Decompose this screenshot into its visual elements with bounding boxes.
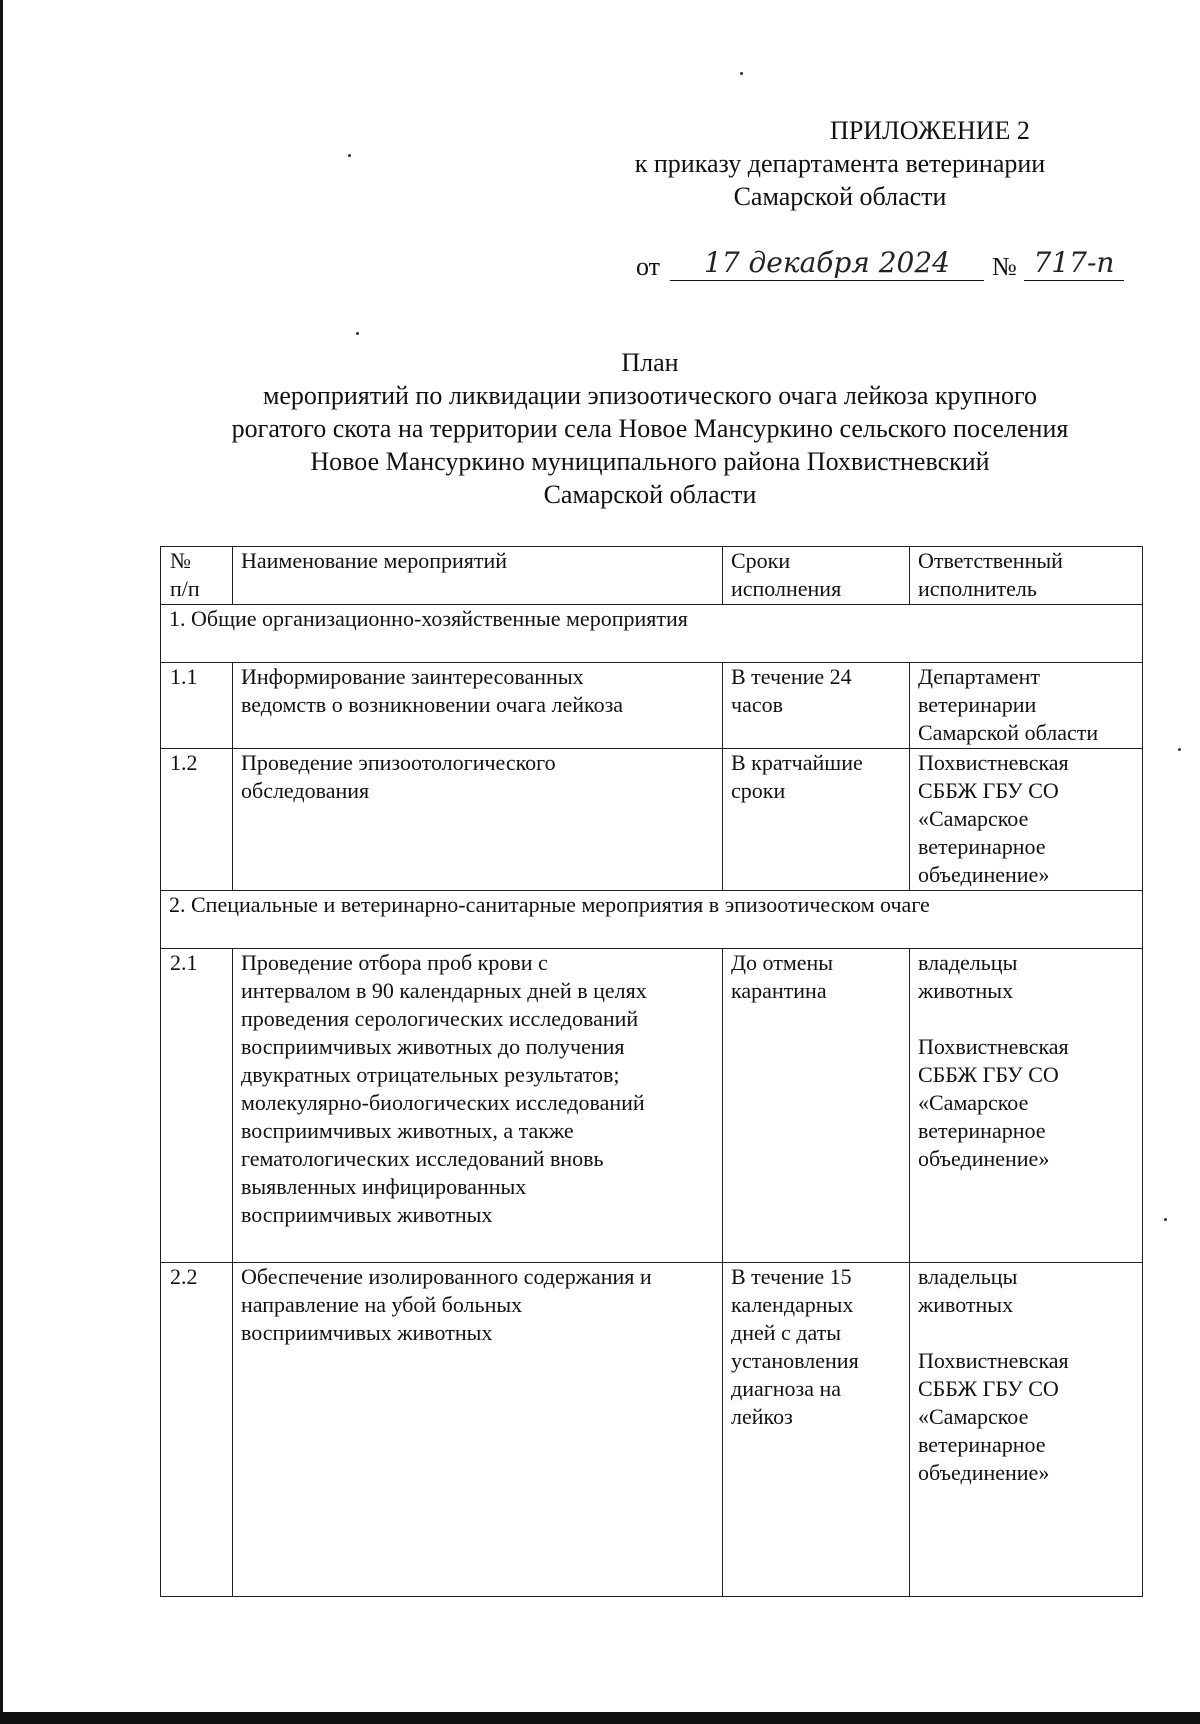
row-terms (723, 1263, 910, 1597)
order-number-label: № (992, 252, 1017, 281)
header-name (233, 547, 723, 605)
row-terms-line: В кратчайшие (731, 750, 863, 775)
row-name-line: выявленных инфицированных (241, 1174, 527, 1199)
row-resp (910, 1263, 1143, 1597)
row-resp-spacer (918, 1319, 1134, 1347)
plan-title-line: мероприятий по ликвидации эпизоотического очага лейкоза крупного (262, 381, 1038, 410)
row-name-line: двукратных отрицательных результатов; (241, 1062, 620, 1087)
row-name-line: Информирование заинтересованных (241, 664, 584, 689)
scan-speck (1178, 748, 1181, 751)
table-row (161, 949, 1143, 1263)
row-resp-line: «Самарское (918, 1090, 1029, 1115)
row-resp-line: СББЖ ГБУ СО (918, 1376, 1059, 1401)
row-terms (723, 663, 910, 749)
row-resp-line: объединение» (918, 1460, 1050, 1485)
plan-table (160, 546, 1143, 1597)
row-resp-spacer (918, 1005, 1134, 1033)
row-terms (723, 749, 910, 891)
row-resp-line: животных (918, 978, 1014, 1003)
row-resp-line: животных (918, 1292, 1014, 1317)
row-resp-line: объединение» (918, 1146, 1050, 1171)
row-resp-line: ветеринарии (918, 692, 1037, 717)
row-terms-line: календарных (731, 1292, 854, 1317)
appendix-header (560, 114, 1120, 213)
row-resp-line: Похвистневская (918, 750, 1069, 775)
row-resp-line: СББЖ ГБУ СО (918, 1062, 1059, 1087)
row-terms-line: часов (731, 692, 783, 717)
scan-edge-left (0, 0, 3, 1724)
row-terms-line: карантина (731, 978, 827, 1003)
row-terms-line: сроки (731, 778, 786, 803)
row-resp (910, 749, 1143, 891)
row-num: 2.1 (161, 949, 233, 1263)
row-name-line: восприимчивых животных до получения (241, 1034, 625, 1059)
scan-speck (740, 72, 743, 75)
section-row (161, 891, 1143, 949)
row-terms-line: дней с даты (731, 1320, 842, 1345)
plan-title-line: Самарской области (543, 480, 757, 509)
row-resp-line: Самарской области (918, 720, 1099, 745)
section-row (161, 605, 1143, 663)
row-name-line: обследования (241, 778, 370, 803)
row-resp-line: «Самарское (918, 1404, 1029, 1429)
plan-title (130, 346, 1170, 511)
header-num (161, 547, 233, 605)
header-terms (723, 547, 910, 605)
row-name-line: молекулярно-биологических исследований (241, 1090, 645, 1115)
row-resp (910, 949, 1143, 1263)
row-name-line: Обеспечение изолированного содержания и (241, 1264, 652, 1289)
row-terms-line: В течение 24 (731, 664, 852, 689)
order-from-label: от (636, 252, 661, 281)
appendix-order-ref: к приказу департамента ветеринарии (634, 149, 1046, 178)
row-name-line: восприимчивых животных, а также (241, 1118, 574, 1143)
table-row (161, 663, 1143, 749)
row-name-line: гематологических исследований вновь (241, 1146, 604, 1171)
row-name (233, 749, 723, 891)
table-row (161, 749, 1143, 891)
header-resp (910, 547, 1143, 605)
row-resp-line: ветеринарное (918, 1118, 1046, 1143)
scan-speck (356, 332, 359, 335)
appendix-region: Самарской области (733, 182, 947, 211)
scan-speck (348, 154, 351, 157)
row-terms-line: установления (731, 1348, 859, 1373)
table-row (161, 1263, 1143, 1597)
plan-heading: План (621, 348, 679, 377)
row-terms-line: диагноза на (731, 1376, 842, 1401)
header-num-line: № (170, 548, 191, 573)
scan-speck (1164, 1218, 1167, 1221)
row-terms-line: До отмены (731, 950, 834, 975)
row-terms-line: В течение 15 (731, 1264, 852, 1289)
row-resp-line: ветеринарное (918, 834, 1046, 859)
plan-title-line: Новое Мансуркино муниципального района Похвистневский (310, 447, 990, 476)
row-name-line: ведомств о возникновении очага лейкоза (241, 692, 624, 717)
row-num: 2.2 (161, 1263, 233, 1597)
row-resp-line: владельцы (918, 1264, 1018, 1289)
row-name-line: восприимчивых животных (241, 1320, 493, 1345)
order-date-number (636, 246, 1126, 286)
order-date-handwritten: 17 декабря 2024 (670, 246, 984, 281)
scan-edge-bottom (0, 1712, 1200, 1724)
row-num: 1.2 (161, 749, 233, 891)
row-name-line: Проведение эпизоотологического (241, 750, 556, 775)
order-number-handwritten: 717-п (1024, 246, 1124, 281)
row-num: 1.1 (161, 663, 233, 749)
row-name-line: направление на убой больных (241, 1292, 523, 1317)
header-name-text: Наименование мероприятий (241, 548, 508, 573)
section-1-title: 1. Общие организационно-хозяйственные мероприятия (161, 605, 1143, 663)
row-resp-line: Похвистневская (918, 1034, 1069, 1059)
header-resp-line: исполнитель (918, 576, 1037, 601)
row-resp-line: Департамент (918, 664, 1041, 689)
row-name (233, 949, 723, 1263)
row-name (233, 1263, 723, 1597)
row-name-line: восприимчивых животных (241, 1202, 493, 1227)
row-resp-line: СББЖ ГБУ СО (918, 778, 1059, 803)
row-resp-line: «Самарское (918, 806, 1029, 831)
row-resp-line: Похвистневская (918, 1348, 1069, 1373)
plan-title-line: рогатого скота на территории села Новое Мансуркино сельского поселения (231, 414, 1069, 443)
row-resp-line: объединение» (918, 862, 1050, 887)
header-num-line: п/п (170, 576, 200, 601)
row-terms (723, 949, 910, 1263)
header-terms-line: Сроки (731, 548, 791, 573)
row-terms-line: лейкоз (731, 1404, 793, 1429)
row-resp-line: владельцы (918, 950, 1018, 975)
row-name-line: Проведение отбора проб крови с (241, 950, 548, 975)
header-terms-line: исполнения (731, 576, 842, 601)
header-resp-line: Ответственный (918, 548, 1063, 573)
row-name-line: проведения серологических исследований (241, 1006, 639, 1031)
row-name-line: интервалом в 90 календарных дней в целях (241, 978, 647, 1003)
row-resp-line: ветеринарное (918, 1432, 1046, 1457)
table-header-row (161, 547, 1143, 605)
section-2-title: 2. Специальные и ветеринарно-санитарные мероприятия в эпизоотическом очаге (161, 891, 1143, 949)
appendix-title: ПРИЛОЖЕНИЕ 2 (830, 116, 1030, 145)
row-resp (910, 663, 1143, 749)
row-name (233, 663, 723, 749)
